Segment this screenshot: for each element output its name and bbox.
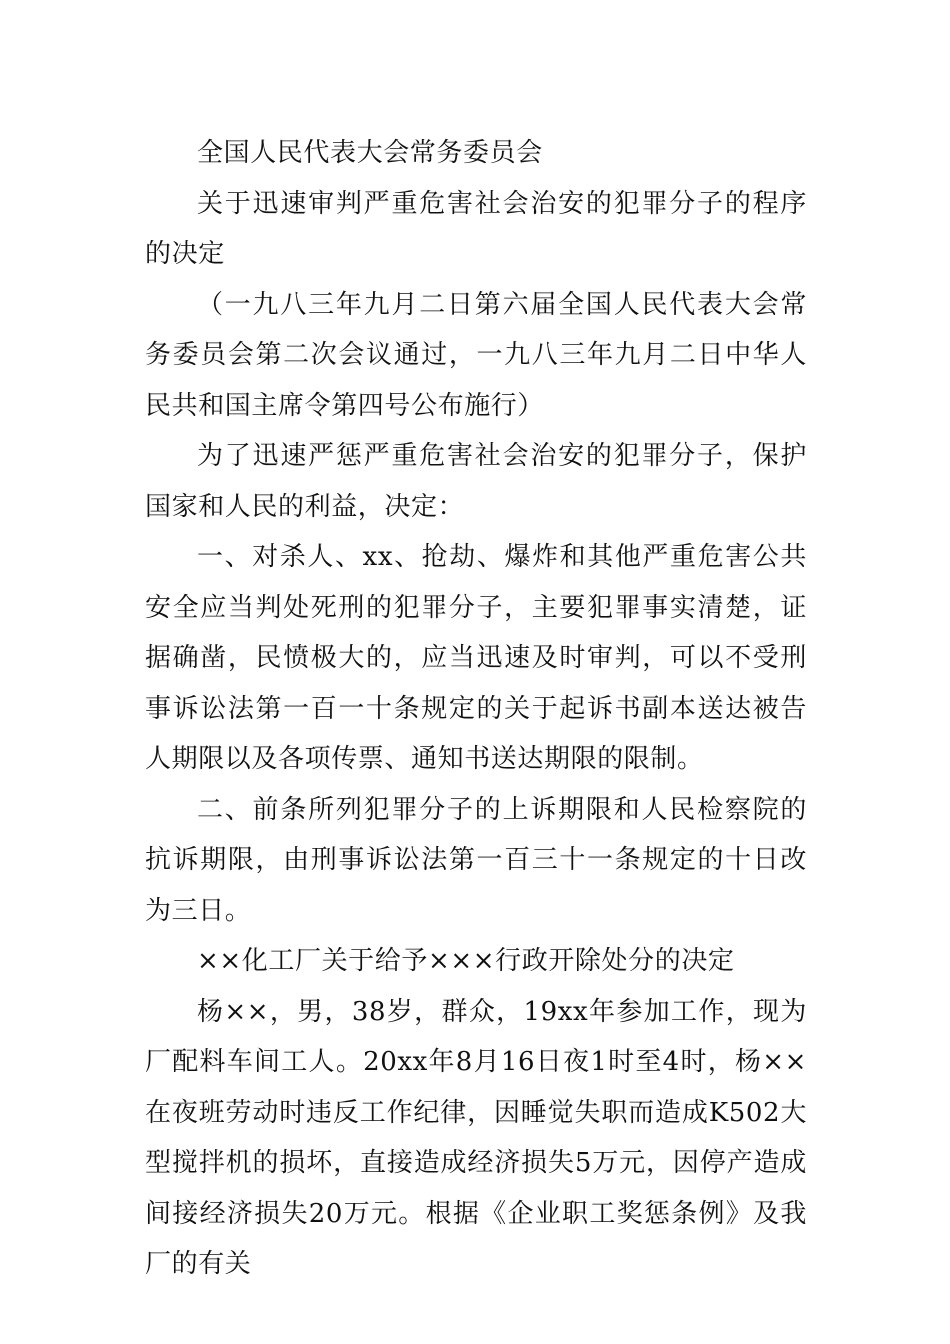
dismissal-body-paragraph: 杨××，男，38岁，群众，19xx年参加工作，现为厂配料车间工人。20xx年8月16日夜1时至4时，杨××在夜班劳动时违反工作纪律，因睡觉失职而造成K502大型搅拌机的损坏，直接造成经济损失5万元，因停产造成间接经济损失20万元。根据《企业职工奖惩条例》及我厂的有关 bbox=[145, 996, 807, 1279]
decision-title: 关于迅速审判严重危害社会治安的犯罪分子的程序的决定 bbox=[145, 188, 807, 269]
committee-heading: 全国人民代表大会常务委员会 bbox=[197, 138, 543, 168]
article-two-paragraph: 二、前条所列犯罪分子的上诉期限和人民检察院的抗诉期限，由刑事诉讼法第一百三十一条规定的十日改为三日。 bbox=[145, 794, 807, 926]
adoption-note: （一九八三年九月二日第六届全国人民代表大会常务委员会第二次会议通过，一九八三年九月二日中华人民共和国主席令第四号公布施行） bbox=[145, 289, 807, 421]
document-body bbox=[145, 128, 807, 1290]
preamble-paragraph: 为了迅速严惩严重危害社会治安的犯罪分子，保护国家和人民的利益，决定： bbox=[145, 441, 807, 522]
article-one-paragraph: 一、对杀人、xx、抢劫、爆炸和其他严重危害公共安全应当判处死刑的犯罪分子，主要犯罪事实清楚，证据确凿，民愤极大的，应当迅速及时审判，可以不受刑事诉讼法第一百一十条规定的关于起诉书副本送达被告人期限以及各项传票、通知书送达期限的限制。 bbox=[145, 542, 807, 774]
dismissal-decision-title: ××化工厂关于给予×××行政开除处分的决定 bbox=[197, 946, 735, 976]
